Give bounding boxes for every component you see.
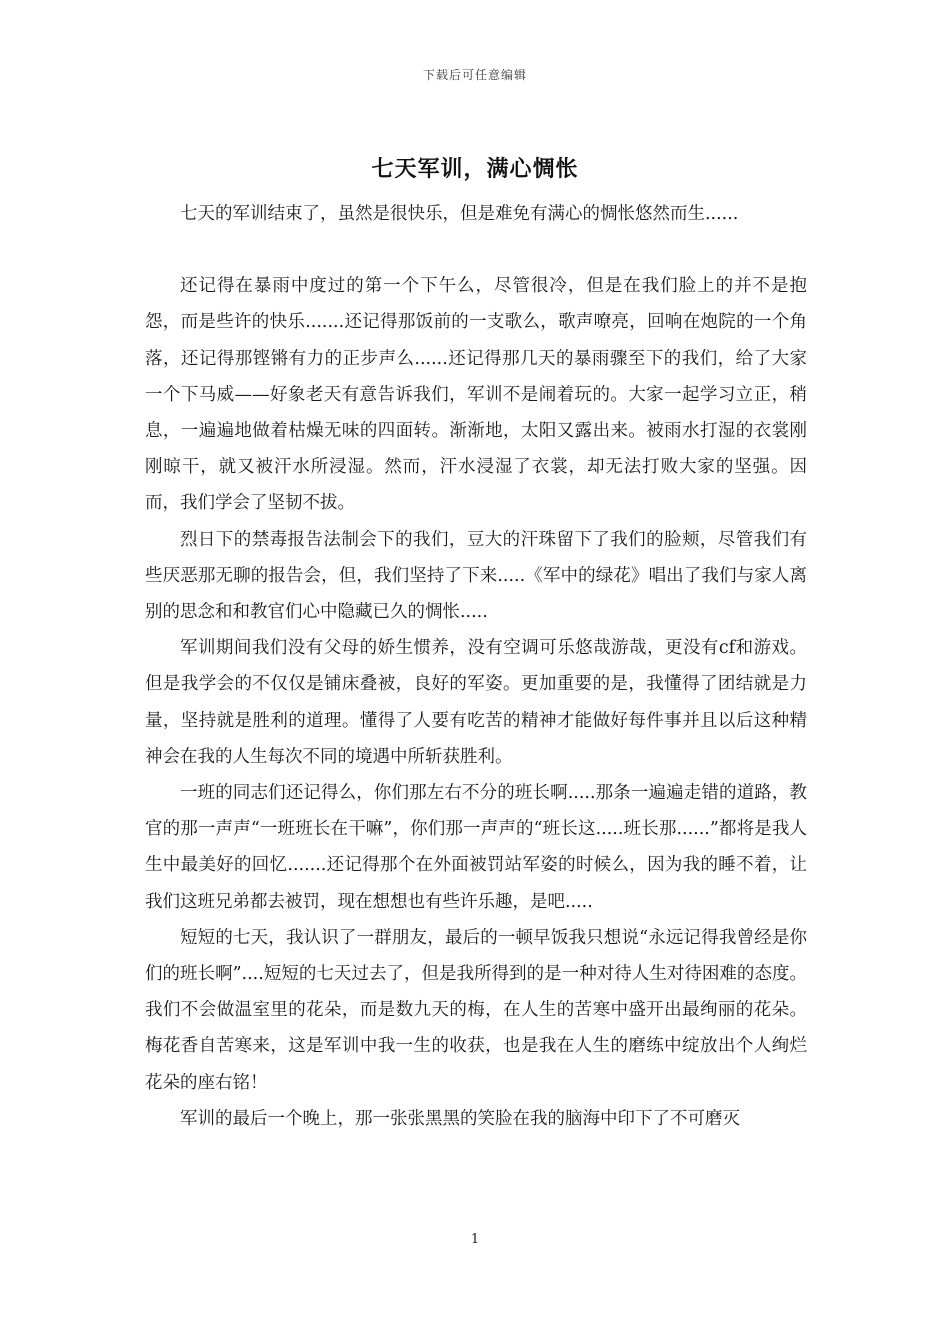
body-paragraph: 军训的最后一个晚上，那一张张黑黑的笑脸在我的脑海中印下了不可磨灭 xyxy=(180,1108,740,1129)
page-number: 1 xyxy=(470,1232,480,1247)
body-paragraph: 短短的七天，我认识了一群朋友，最后的一顿早饭我只想说“永远记得我曾经是你们的班长啊”....短短的七天过去了，但是我所得到的是一种对待人生对待困难的态度。我们不会做温室里的花朵，而是数九天的梅，在人生的苦寒中盛开出最绚丽的花朵。梅花香自苦寒来，这是军训中我一生的收获，也是我在人生的磨练中绽放出个人绚烂花朵的座右铭！ xyxy=(145,927,807,1093)
header-note: 下载后可任意编辑 xyxy=(422,68,527,82)
document-title: 七天军训，满心惆怅 xyxy=(371,156,579,182)
body-paragraph: 一班的同志们还记得么，你们那左右不分的班长啊.....那条一遍遍走错的道路，教官的那一声声“一班班长在干嘛”，你们那一声声的“班长这.....班长那......”都将是我人生中最美好的回忆.......还记得那个在外面被罚站军姿的时候么，因为我的睡不着，让我们这班兄弟都去被罚，现在想想也有些许乐趣，是吧..... xyxy=(145,783,807,912)
intro-paragraph: 七天的军训结束了，虽然是很快乐，但是难免有满心的惆怅悠然而生...... xyxy=(180,204,739,224)
body-paragraph: 军训期间我们没有父母的娇生惯养，没有空调可乐悠哉游哉，更没有cf和游戏。但是我学会的不仅仅是铺床叠被，良好的军姿。更加重要的是，我懂得了团结就是力量，坚持就是胜利的道理。懂得了人要有吃苦的精神才能做好每件事并且以后这种精神会在我的人生每次不同的境遇中所斩获胜利。 xyxy=(145,638,807,767)
document-body xyxy=(145,196,807,1137)
body-paragraph: 还记得在暴雨中度过的第一个下午么，尽管很冷，但是在我们脸上的并不是抱怨，而是些许的快乐.......还记得那饭前的一支歌么，歌声嘹亮，回响在炮院的一个角落，还记得那铿锵有力的正步声么......还记得那几天的暴雨骤至下的我们，给了大家一个下马威——好象老天有意告诉我们，军训不是闹着玩的。大家一起学习立正，稍息，一遍遍地做着枯燥无味的四面转。渐渐地，太阳又露出来。被雨水打湿的衣裳刚刚晾干，就又被汗水所浸湿。然而，汗水浸湿了衣裳，却无法打败大家的坚强。因而，我们学会了坚韧不拔。 xyxy=(145,276,807,514)
body-paragraph: 烈日下的禁毒报告法制会下的我们，豆大的汗珠留下了我们的脸颊，尽管我们有些厌恶那无聊的报告会，但，我们坚持了下来.....《军中的绿花》唱出了我们与家人离别的思念和和教官们心中隐藏已久的惆怅..... xyxy=(145,529,807,623)
